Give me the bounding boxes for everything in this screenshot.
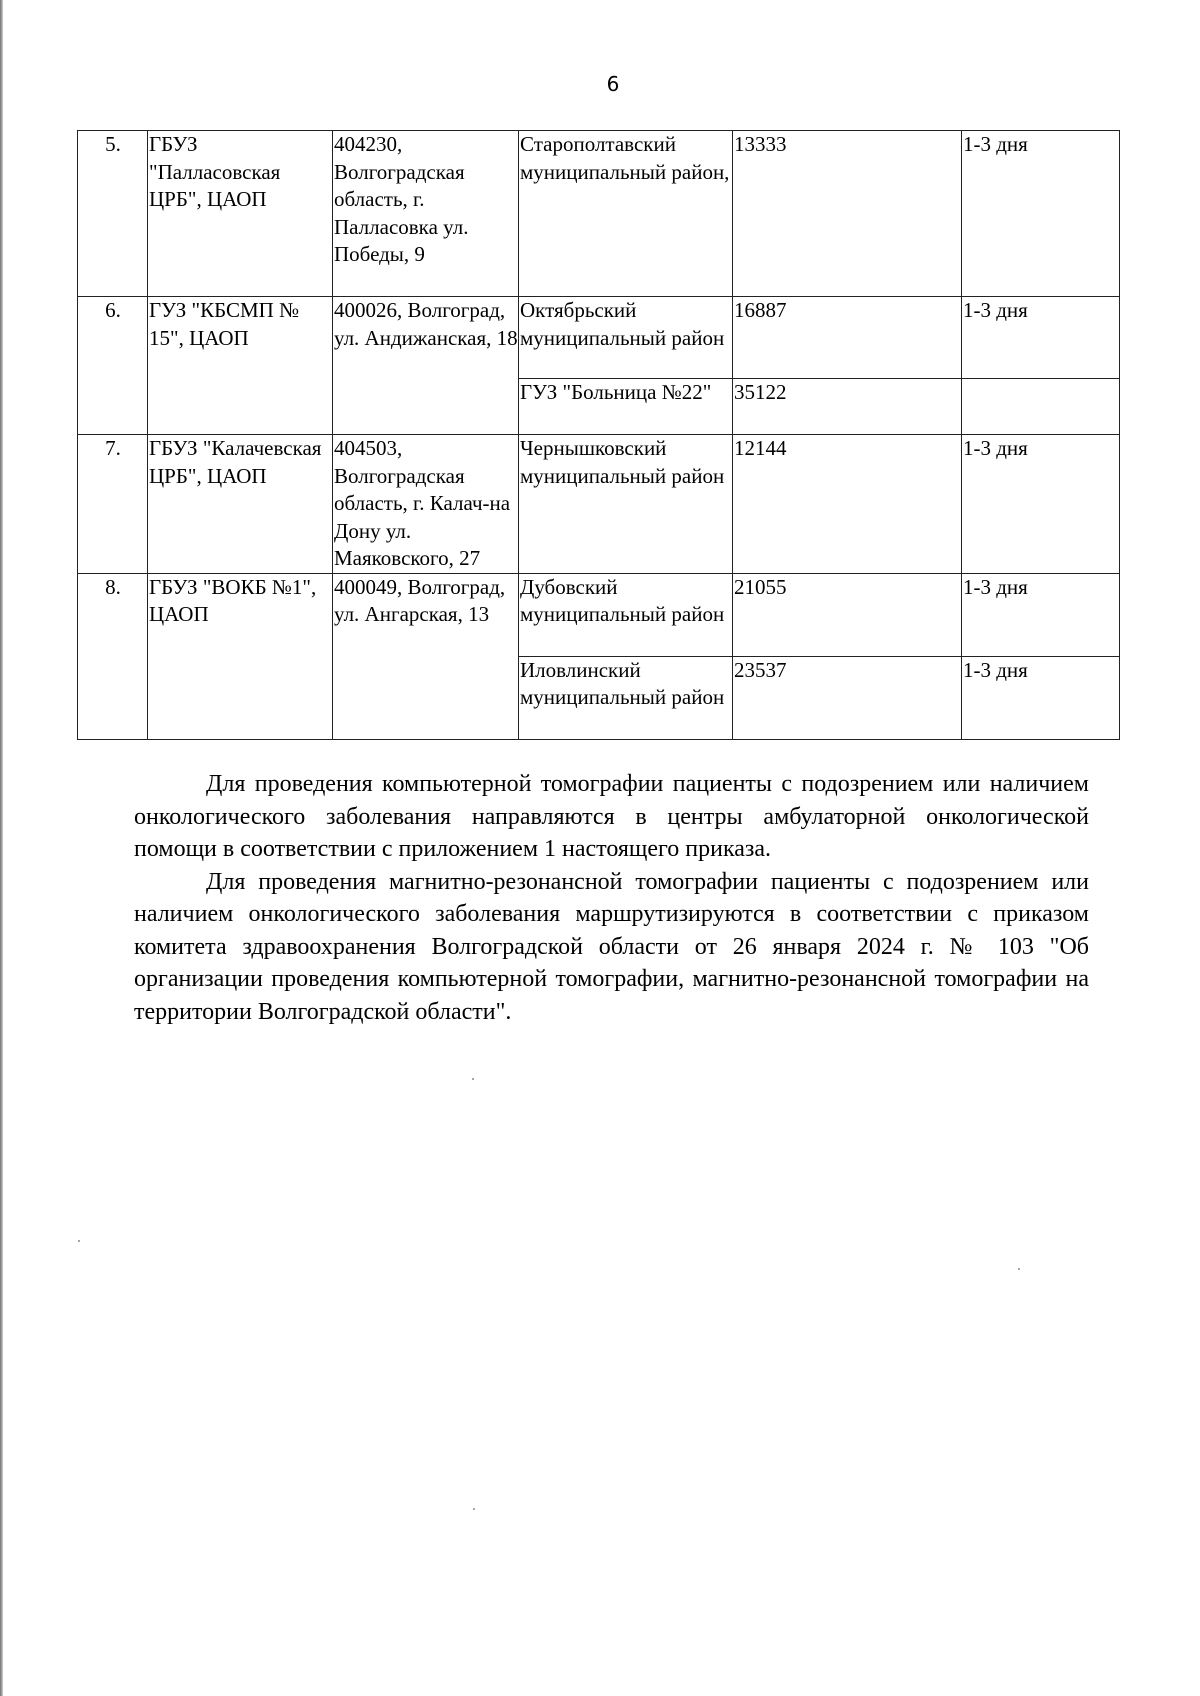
area-cell: ГУЗ "Больница №22" (519, 379, 733, 435)
scan-left-edge (0, 0, 3, 1696)
area-cell: Октябрьский муниципальный район (519, 297, 733, 379)
scan-speck (473, 1508, 475, 1510)
paragraph: Для проведения компьютерной томографии пациенты с подозрением или наличием онкологического заболевания направляются в центры амбулаторной онкологической помощи в соответствии с приложением 1 настоящего приказа. (134, 771, 1089, 862)
population-cell: 12144 (733, 435, 962, 574)
table-row (78, 131, 1120, 297)
institution-cell: ГБУЗ "Калачевская ЦРБ", ЦАОП (148, 435, 333, 574)
population-cell: 13333 (733, 131, 962, 297)
table-row (78, 573, 1120, 656)
address-cell: 404230, Волгоградская область, г. Палласовка ул. Победы, 9 (333, 131, 519, 297)
scan-speck (78, 1240, 80, 1242)
population-cell: 35122 (733, 379, 962, 435)
row-number: 5. (78, 131, 148, 297)
address-cell: 404503, Волгоградская область, г. Калач-на Дону ул. Маяковского, 27 (333, 435, 519, 574)
term-cell: 1-3 дня (962, 131, 1120, 297)
population-cell: 21055 (733, 573, 962, 656)
area-cell: Иловлинский муниципальный район (519, 656, 733, 739)
address-cell: 400049, Волгоград, ул. Ангарская, 13 (333, 573, 519, 739)
term-cell: 1-3 дня (962, 297, 1120, 379)
institution-cell: ГБУЗ "Палласовская ЦРБ", ЦАОП (148, 131, 333, 297)
row-number: 8. (78, 573, 148, 739)
row-number: 7. (78, 435, 148, 574)
institution-cell: ГУЗ "КБСМП № 15", ЦАОП (148, 297, 333, 435)
institution-cell: ГБУЗ "ВОКБ №1", ЦАОП (148, 573, 333, 739)
term-cell: 1-3 дня (962, 656, 1120, 739)
term-cell: 1-3 дня (962, 573, 1120, 656)
address-cell: 400026, Волгоград, ул. Андижанская, 18 (333, 297, 519, 435)
page-number: 6 (606, 72, 620, 96)
area-cell: Старополтавский муниципальный район, (519, 131, 733, 297)
term-cell (962, 379, 1120, 435)
body-text (134, 768, 1089, 1028)
routing-table (77, 130, 1120, 740)
row-number: 6. (78, 297, 148, 435)
area-cell: Дубовский муниципальный район (519, 573, 733, 656)
table-row (78, 297, 1120, 379)
term-cell: 1-3 дня (962, 435, 1120, 574)
population-cell: 23537 (733, 656, 962, 739)
scan-speck (1018, 1268, 1020, 1270)
table-row (78, 435, 1120, 574)
population-cell: 16887 (733, 297, 962, 379)
scan-speck (472, 1078, 474, 1080)
area-cell: Чернышковский муниципальный район (519, 435, 733, 574)
paragraph: Для проведения магнитно-резонансной томографии пациенты с подозрением или наличием онкологического заболевания маршрутизируются в соответствии с приказом комитета здравоохранения Волгоградской области от 26 января 2024 г. № 103 "Об организации проведения компьютерной томографии, магнитно-резонансной томографии на территории Волгоградской области". (134, 868, 1089, 1025)
